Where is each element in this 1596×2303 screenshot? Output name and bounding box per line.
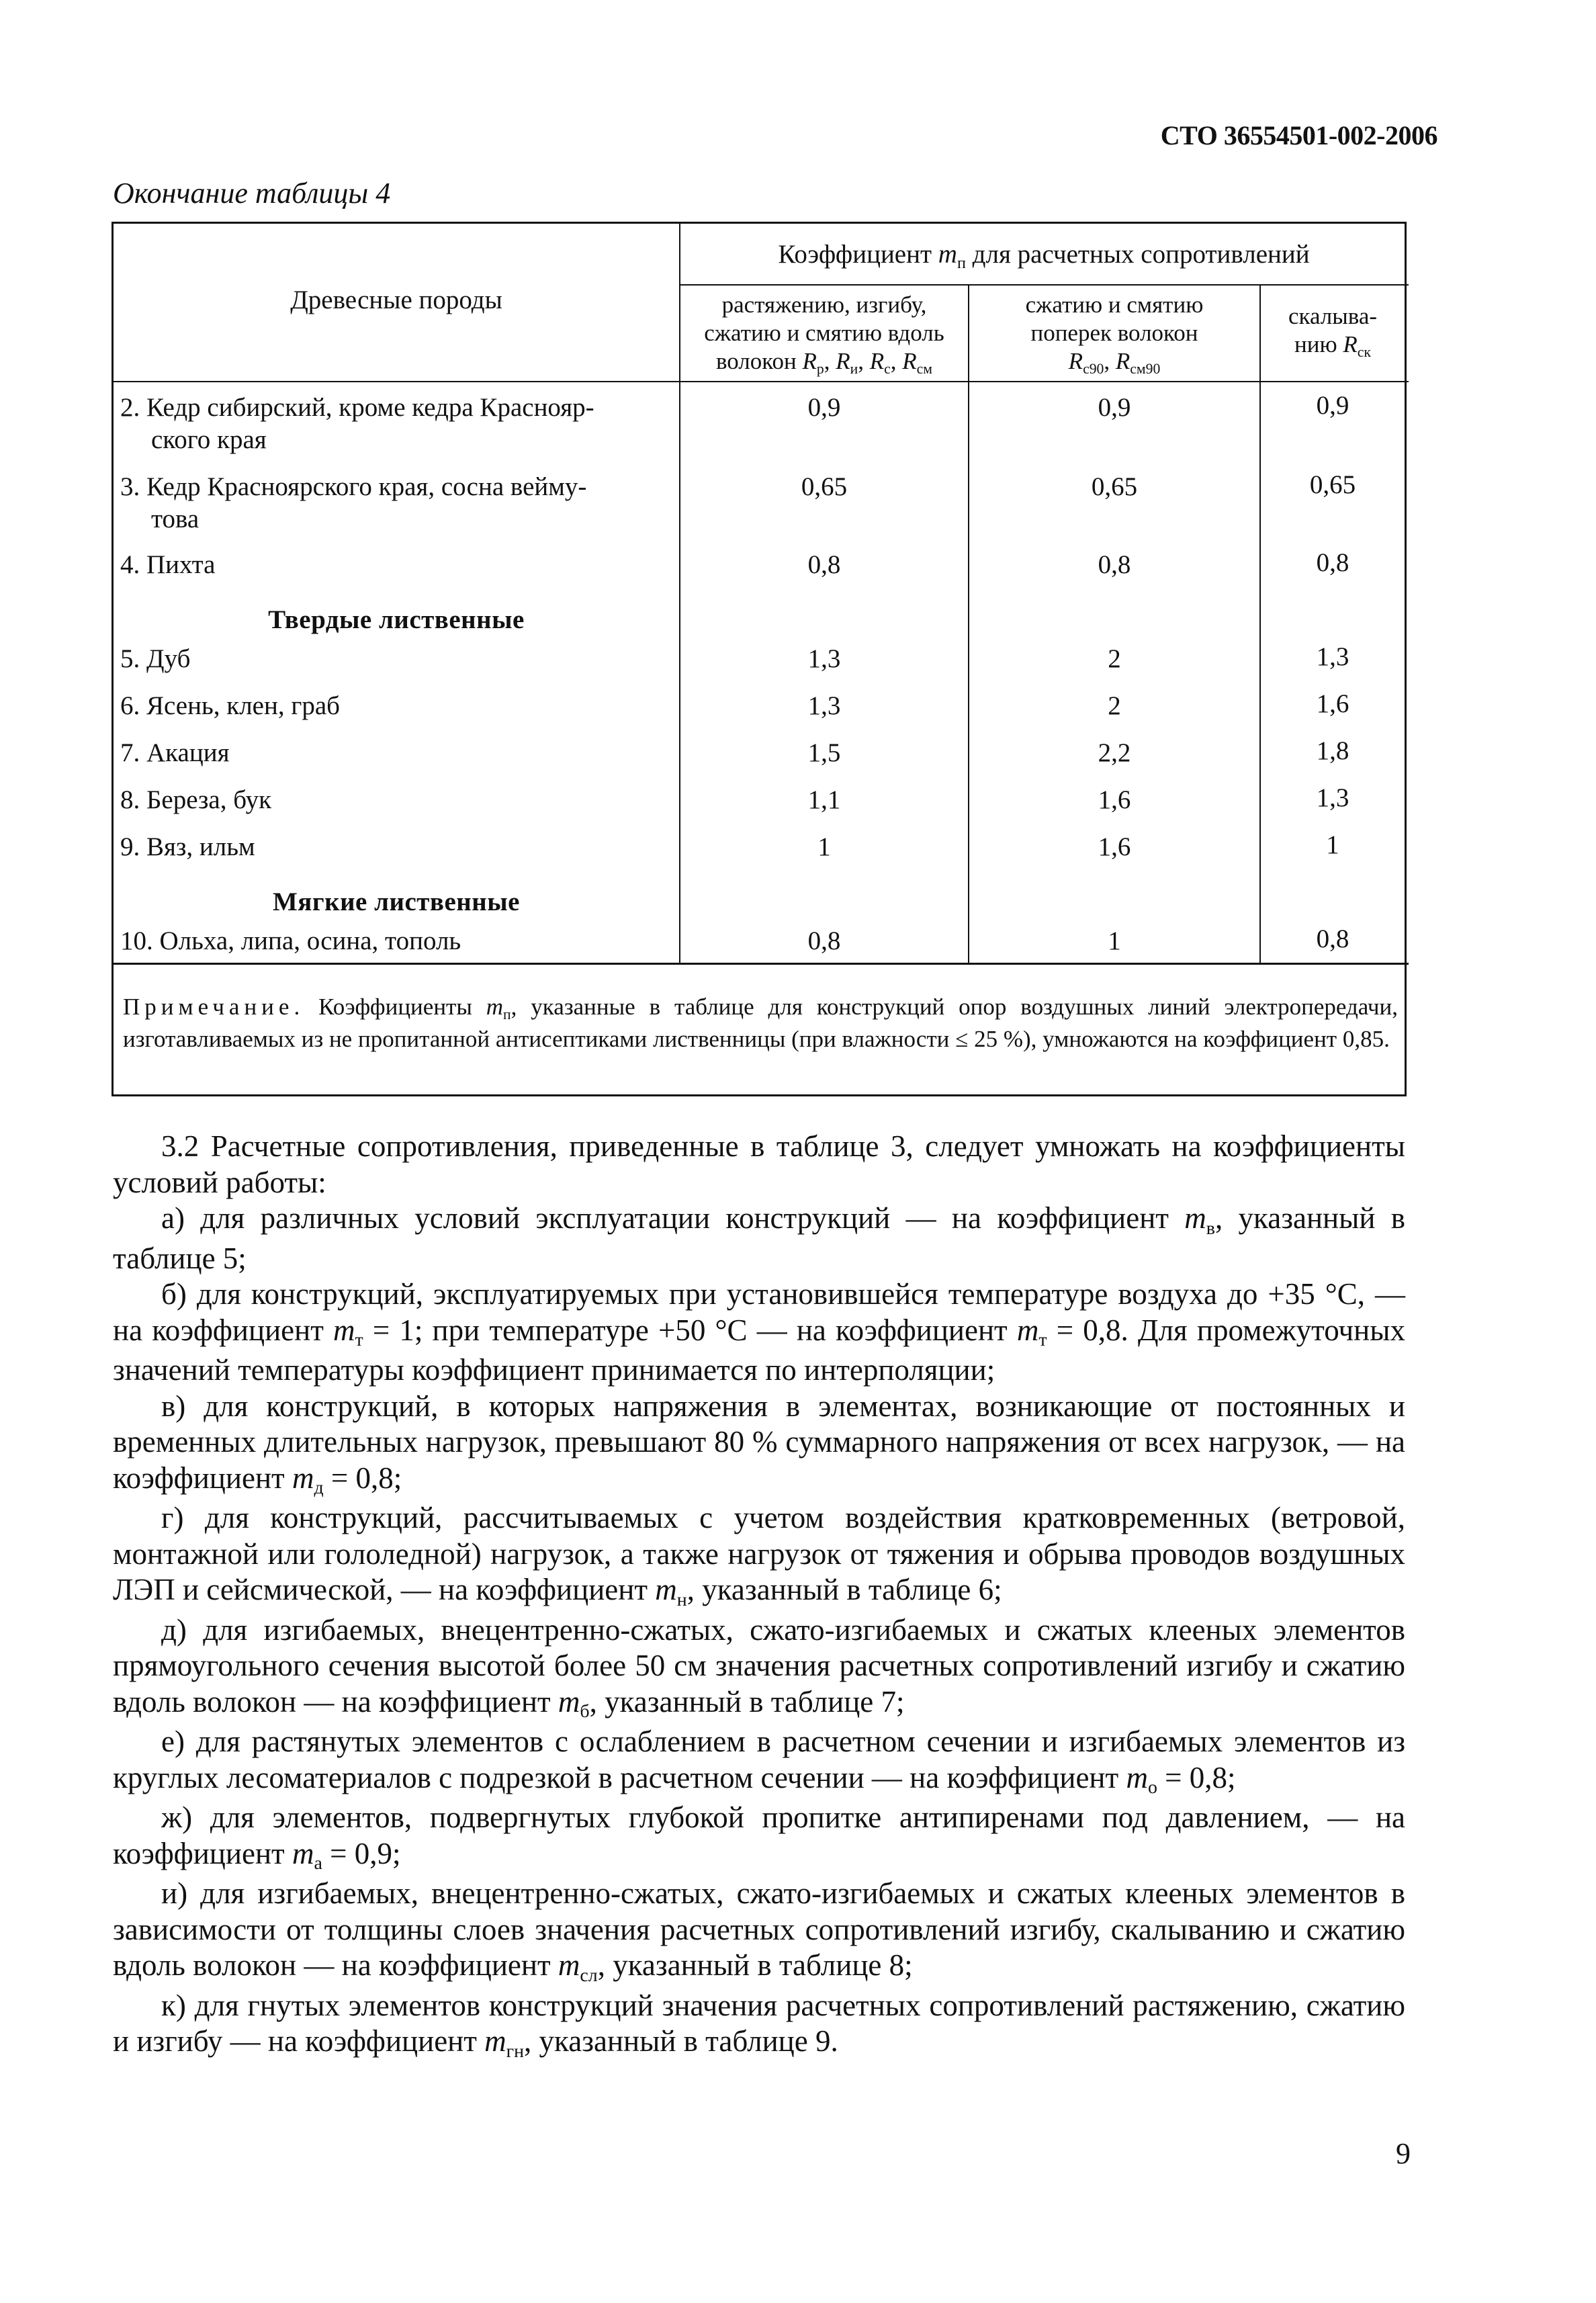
header-coefficient-pre: Коэффициент	[778, 240, 938, 269]
table-cell-v1-row2: 0,9	[807, 393, 841, 422]
paragraph-i: и) для изгибаемых, внецентренно-сжатых, сжато-изгибаемых и сжатых клееных элементов в зависимости от толщины слоев значения расчетных сопротивлений изгибу, скалыванию и сжатию вдоль волокон — на коэффициент mсл, указанный в таблице 8;	[113, 1876, 1405, 1986]
shear-column	[1259, 222, 1407, 961]
table-cell-v2-row6: 2	[1108, 691, 1121, 720]
table-row-name-4: 4. Пихта	[120, 550, 216, 579]
table-cell-v3-row6: 1,6	[1316, 689, 1349, 718]
table-note: Примечание. Коэффициенты mп, указанные в таблице для конструкций опор воздушных линий электропередачи, изготавливаемых из не пропитанной антисептиками лиственницы (при влажности ≤ 25 %), умножаются на коэффициент 0,85.	[123, 994, 1398, 1052]
header-col-shear-line1: скалыва-	[1288, 303, 1378, 329]
document-code: СТО 36554501-002-2006	[1160, 120, 1437, 150]
table-cell-v2-row10: 1	[1108, 926, 1121, 955]
table-cell-v3-row9: 1	[1326, 830, 1339, 859]
table-cell-v1-row4: 0,8	[807, 550, 841, 579]
table-cell-v3-row5: 1,3	[1316, 642, 1349, 671]
paragraph-d: д) для изгибаемых, внецентренно-сжатых, сжато-изгибаемых и сжатых клееных элементов прямоугольного сечения высотой более 50 см значения расчетных сопротивлений изгибу и сжатию вдоль волокон — на коэффициент mб, указанный в таблице 7;	[113, 1612, 1405, 1723]
table-cell-v1-row6: 1,3	[807, 691, 841, 720]
table-row-name-7: 7. Акация	[120, 738, 230, 767]
header-col-compression-line2: поперек волокон	[1030, 320, 1198, 346]
table-cell-v3-row2: 0,9	[1316, 391, 1349, 420]
table-cell-v1-row10: 0,8	[807, 926, 841, 955]
paragraph-zh: ж) для элементов, подвергнутых глубокой пропитке антипиренами под давлением, — на коэффициент mа = 0,9;	[113, 1800, 1405, 1874]
header-col-compression	[969, 291, 1259, 378]
header-coefficient-sub: п	[957, 253, 966, 272]
table-cell-v1-row8: 1,1	[807, 785, 841, 814]
body-text	[113, 1129, 1405, 2064]
header-col-tension-line3: волокон Rр, Rи, Rс, Rсм	[715, 348, 932, 377]
table-hline-header	[114, 381, 1409, 382]
group-hard-deciduous: Твердые лиственные	[268, 605, 525, 634]
table-cell-v2-row2: 0,9	[1098, 393, 1131, 422]
paragraph-k: к) для гнутых элементов конструкций значения расчетных сопротивлений растяжению, сжатию и изгибу — на коэффициент mгн, указанный в таблице 9.	[113, 1988, 1405, 2062]
header-col-tension-line1: растяжению, изгибу,	[721, 292, 927, 318]
table-cell-v1-row9: 1	[817, 832, 831, 861]
table-cell-v3-row7: 1,8	[1316, 736, 1349, 765]
table-caption: Окончание таблицы 4	[113, 177, 391, 210]
note-label: Примечание.	[123, 994, 305, 1020]
table-row-name-3: 3. Кедр Красноярского края, сосна вейму- това	[120, 472, 587, 533]
table-cell-v2-row3: 0,65	[1091, 472, 1138, 501]
table-row-name-9: 9. Вяз, ильм	[120, 832, 255, 861]
table-hline-note	[114, 963, 1409, 965]
header-col-compression-line1: сжатию и смятию	[1025, 292, 1204, 318]
paragraph-b: б) для конструкций, эксплуатируемых при установившейся температуре воздуха до +35 °С, — на коэффициент mт = 1; при температуре +50 °С — на коэффициент mт = 0,8. Для промежуточных значений температуры коэффициент принимается по интерполяции;	[113, 1277, 1405, 1387]
table-row-name-2: 2. Кедр сибирский, кроме кедра Краснояр- ского края	[120, 393, 594, 454]
table-cell-v2-row8: 1,6	[1098, 785, 1131, 814]
table-cell-v3-row10: 0,8	[1316, 924, 1349, 953]
table-cell-v3-row8: 1,3	[1316, 783, 1349, 812]
table-cell-v2-row4: 0,8	[1098, 550, 1131, 579]
paragraph-e: е) для растянутых элементов с ослаблением в расчетном сечении и изгибаемых элементов из круглых лесоматериалов с подрезкой в расчетном сечении — на коэффициент mо = 0,8;	[113, 1725, 1405, 1798]
table-row-name-10: 10. Ольха, липа, осина, тополь	[120, 926, 461, 955]
header-coefficient-symbol: m	[938, 240, 957, 269]
header-species: Древесные породы	[290, 286, 502, 314]
paragraph-a: а) для различных условий эксплуатации конструкций — на коэффициент mв, указанный в таблице 5;	[113, 1201, 1405, 1275]
header-col-shear-line2: нию Rск	[1294, 331, 1371, 360]
table-cell-v1-row7: 1,5	[807, 738, 841, 767]
page-number: 9	[1396, 2137, 1411, 2170]
header-col-compression-line3: Rс90, Rсм90	[1068, 348, 1161, 377]
table-row-name-6: 6. Ясень, клен, граб	[120, 691, 341, 720]
table-cell-v1-row5: 1,3	[807, 644, 841, 673]
header-coefficient-post: для расчетных сопротивлений	[965, 240, 1310, 269]
table-cell-v1-row3: 0,65	[801, 472, 848, 501]
table-row-name-8: 8. Береза, бук	[120, 785, 272, 814]
table-cell-v2-row9: 1,6	[1098, 832, 1131, 861]
table-cell-v3-row3: 0,65	[1309, 470, 1356, 499]
header-col-shear-text-block	[1259, 302, 1407, 361]
header-col-tension-line2: сжатию и смятию вдоль	[704, 320, 944, 346]
group-soft-deciduous: Мягкие лиственные	[272, 887, 520, 916]
table-cell-v3-row4: 0,8	[1316, 548, 1349, 577]
paragraph-g: г) для конструкций, рассчитываемых с учетом воздействия кратковременных (ветровой, монтажной или гололедной) нагрузок, а также нагрузок от тяжения и обрыва проводов воздушных ЛЭП и сейсмической, — на коэффициент mн, указанный в таблице 6;	[113, 1501, 1405, 1610]
header-col-tension	[680, 291, 968, 378]
table-row-name-5: 5. Дуб	[120, 644, 191, 673]
paragraph-3-2: 3.2 Расчетные сопротивления, приведенные в таблице 3, следует умножать на коэффициенты условий работы:	[113, 1129, 1405, 1199]
paragraph-v: в) для конструкций, в которых напряжения в элементах, возникающие от постоянных и временных длительных нагрузок, превышают 80 % суммарного напряжения от всех нагрузок, — на коэффициент mд = 0,8;	[113, 1389, 1405, 1499]
table-cell-v2-row7: 2,2	[1098, 738, 1131, 767]
coefficient-table	[112, 222, 1407, 1096]
table-cell-v2-row5: 2	[1108, 644, 1121, 673]
